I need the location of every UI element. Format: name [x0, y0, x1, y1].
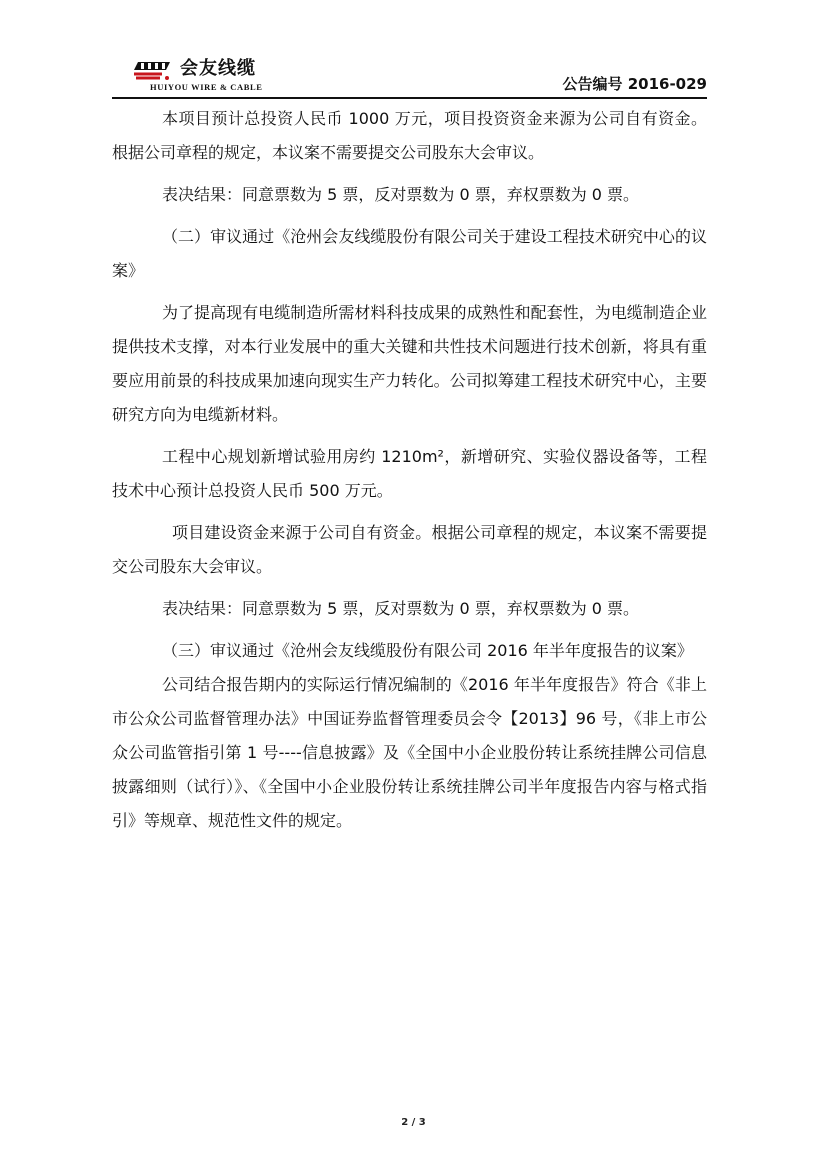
announcement-number: 公告编号 2016-029 — [562, 75, 707, 93]
company-logo — [132, 58, 312, 94]
paragraph-vote-result: 表决结果：同意票数为 5 票，反对票数为 0 票，弃权票数为 0 票。 — [162, 599, 640, 618]
page-number: 2 / 3 — [401, 1117, 426, 1128]
header-divider — [112, 97, 707, 99]
paragraph-investment: 本项目预计总投资人民币 1000 万元，项目投资资金来源为公司自有资金。根据公司章程的规定，本议案不需要提交公司股东大会审议。 — [112, 109, 707, 162]
logo-english-name: HUIYOU WIRE & CABLE — [150, 82, 263, 92]
paragraph-motion-heading: （二）审议通过《沧州会友线缆股份有限公司关于建设工程技术研究中心的议案》 — [112, 227, 707, 280]
paragraph-motion-heading: （三）审议通过《沧州会友线缆股份有限公司 2016 年半年度报告的议案》 — [162, 641, 693, 660]
paragraph-center-plan: 工程中心规划新增试验用房约 1210m²，新增研究、实验仪器设备等，工程技术中心预计总投资人民币 500 万元。 — [112, 447, 707, 500]
page-header — [112, 58, 707, 100]
document-body — [112, 102, 707, 838]
paragraph-funding: 项目建设资金来源于公司自有资金。根据公司章程的规定，本议案不需要提交公司股东大会审议。 — [112, 523, 707, 576]
logo-chinese-name: 会友线缆 — [180, 58, 256, 79]
paragraph-semiannual-report: 公司结合报告期内的实际运行情况编制的《2016 年半年度报告》符合《非上市公众公司监督管理办法》中国证券监督管理委员会令【2013】96 号，《非上市公众公司监管指引第 1 号----信息披露》及《全国中小企业股份转让系统挂牌公司信息披露细则（试行）》、《全国中小企业股份转让系统挂牌公司半年度报告内容与格式指引》等规章、规范性文件的规定。 — [112, 675, 707, 830]
paragraph-vote-result: 表决结果：同意票数为 5 票，反对票数为 0 票，弃权票数为 0 票。 — [162, 185, 640, 204]
paragraph-research-center: 为了提高现有电缆制造所需材料科技成果的成熟性和配套性，为电缆制造企业提供技术支撑，对本行业发展中的重大关键和共性技术问题进行技术创新，将具有重要应用前景的科技成果加速向现实生产力转化。公司拟筹建工程技术研究中心，主要研究方向为电缆新材料。 — [112, 303, 707, 424]
